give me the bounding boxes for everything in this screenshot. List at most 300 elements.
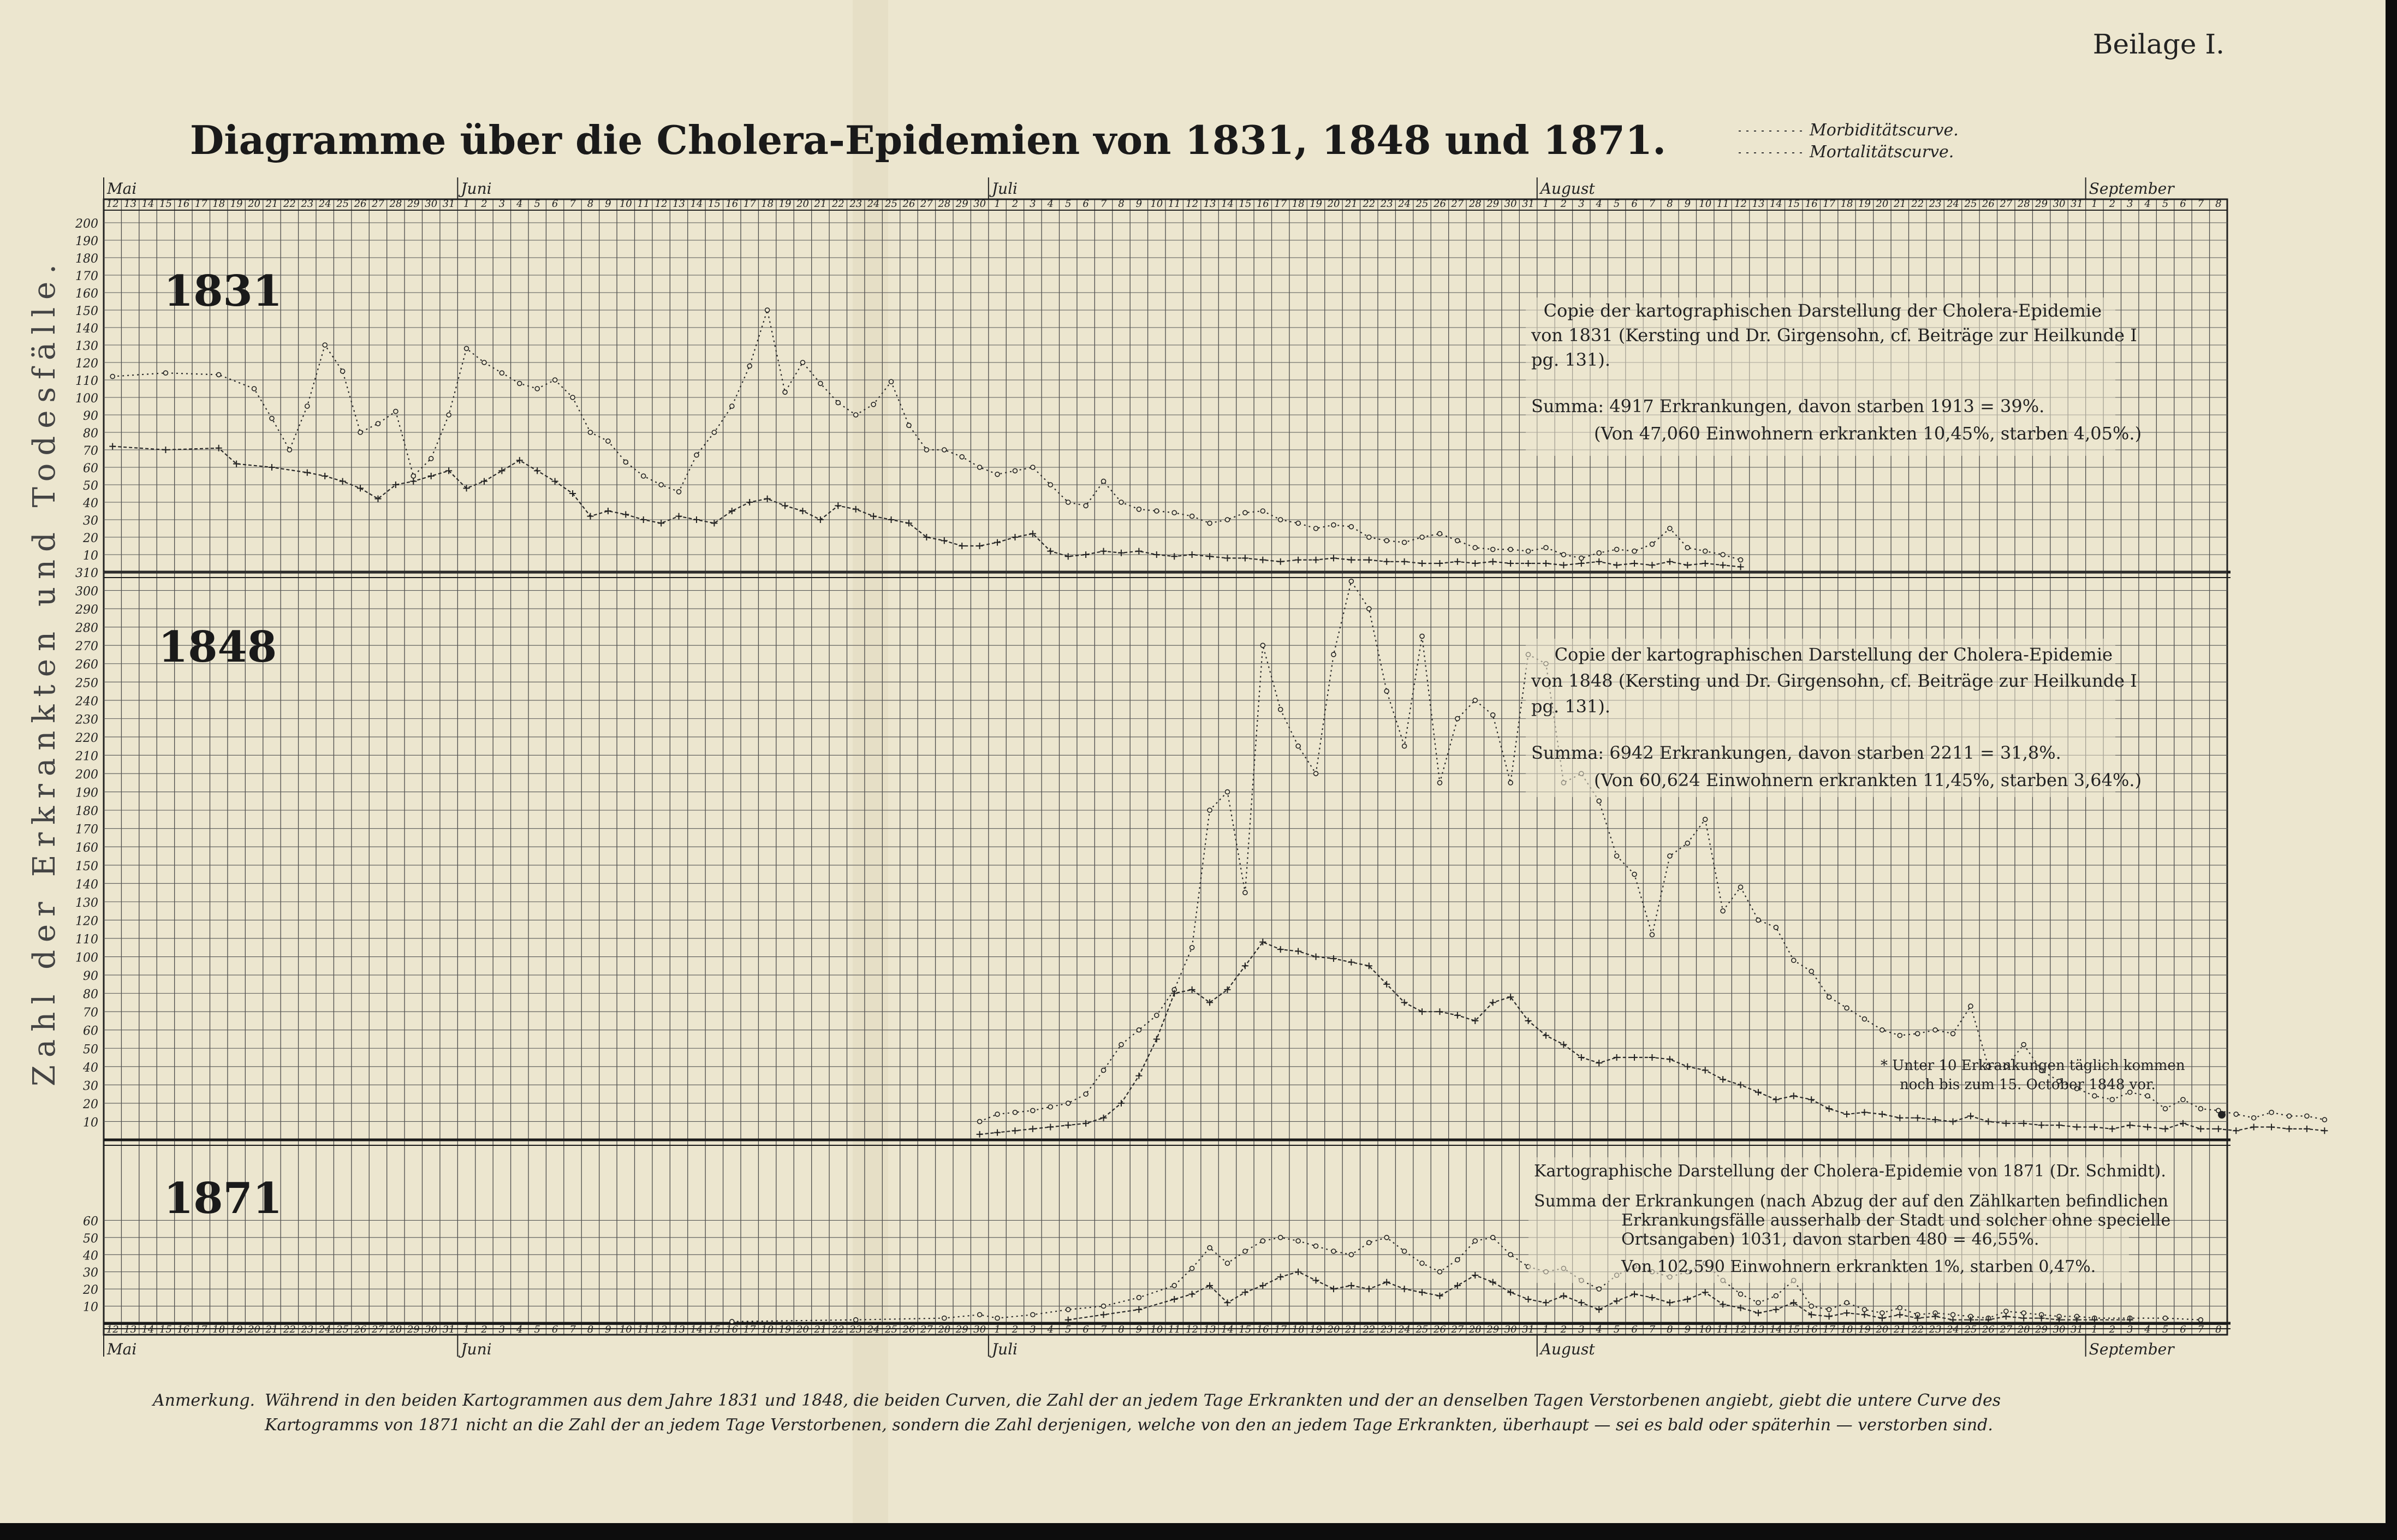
day-tick-bottom: 6 (551, 1324, 558, 1335)
morbidity-point-1848 (1898, 1033, 1902, 1038)
day-tick-top: 17 (1274, 198, 1287, 210)
morbidity-point-1871 (1031, 1312, 1035, 1317)
morbidity-point-1871 (978, 1312, 982, 1317)
day-tick-top: 27 (1451, 198, 1464, 210)
month-label-bottom-august: August (1540, 1340, 1595, 1358)
morbidity-point-1848 (1968, 1004, 1973, 1008)
morbidity-point-1848 (2287, 1114, 2291, 1118)
day-tick-top: 7 (2197, 198, 2204, 210)
day-tick-bottom: 22 (283, 1324, 296, 1335)
day-tick-bottom: 4 (1047, 1324, 1054, 1335)
y-tick-label-1848: 40 (83, 1061, 98, 1075)
day-tick-top: 28 (389, 198, 402, 210)
day-tick-bottom: 21 (814, 1324, 827, 1335)
morbidity-point-1848 (1668, 854, 1672, 858)
day-tick-bottom: 16 (725, 1324, 739, 1335)
morbidity-point-1831 (518, 381, 522, 385)
morbidity-point-1831 (1349, 525, 1353, 529)
day-tick-top: 29 (1486, 198, 1500, 210)
day-tick-bottom: 27 (372, 1324, 384, 1335)
day-tick-top: 2 (1560, 198, 1567, 210)
day-tick-bottom: 10 (619, 1324, 632, 1335)
morbidity-point-1848 (1278, 707, 1283, 712)
day-tick-top: 31 (1522, 198, 1534, 210)
morbidity-point-1831 (1119, 500, 1123, 504)
day-tick-bottom: 26 (354, 1324, 367, 1335)
day-tick-top: 6 (1082, 198, 1089, 210)
y-tick-label-1831: 150 (75, 305, 98, 318)
day-tick-top: 20 (796, 198, 809, 210)
day-tick-top: 17 (1823, 198, 1836, 210)
morbidity-point-1831 (1615, 547, 1619, 551)
morbidity-point-1848 (2092, 1093, 2097, 1098)
morbidity-point-1831 (535, 387, 539, 391)
y-tick-label-1848: 170 (75, 823, 98, 837)
morbidity-point-1848 (1792, 958, 1796, 962)
day-tick-bottom: 12 (1734, 1324, 1747, 1335)
day-tick-bottom: 21 (265, 1324, 278, 1335)
day-tick-bottom: 5 (2162, 1324, 2169, 1335)
note-1848-line4: Summa: 6942 Erkrankungen, davon starben 2211 = 31,8%. (1531, 742, 2061, 763)
morbidity-point-1848 (1473, 698, 1477, 703)
day-tick-top: 6 (551, 198, 558, 210)
day-tick-top: 16 (1256, 198, 1269, 210)
month-label-top-juni: Juni (461, 180, 492, 198)
day-tick-top: 12 (106, 198, 119, 210)
morbidity-point-1831 (1721, 552, 1725, 557)
y-tick-label-1831: 10 (83, 549, 98, 563)
day-tick-bottom: 14 (1221, 1324, 1234, 1335)
day-tick-top: 22 (1363, 198, 1376, 210)
day-tick-top: 20 (1327, 198, 1340, 210)
day-tick-top: 29 (955, 198, 968, 210)
morbidity-point-1848 (1225, 790, 1229, 794)
day-tick-top: 15 (1787, 198, 1800, 210)
morbidity-point-1848 (1190, 946, 1194, 950)
day-tick-top: 23 (1380, 198, 1393, 210)
note-1848-line1: Copie der kartographischen Darstellung der Cholera-Epidemie (1554, 644, 2113, 665)
morbidity-point-1831 (1137, 507, 1141, 512)
morbidity-point-1871 (1296, 1239, 1300, 1243)
morbidity-point-1871 (854, 1318, 858, 1322)
day-tick-top: 25 (885, 198, 897, 210)
day-tick-top: 26 (1434, 198, 1446, 210)
day-tick-bottom: 25 (1415, 1324, 1429, 1335)
morbidity-point-1871 (1880, 1311, 1884, 1315)
note-1871-line1: Kartographische Darstellung der Cholera-Epidemie von 1871 (Dr. Schmidt). (1534, 1162, 2166, 1181)
morbidity-point-1848 (1137, 1028, 1141, 1032)
morbidity-point-1831 (499, 371, 504, 375)
day-tick-bottom: 24 (1398, 1324, 1411, 1335)
day-tick-top: 1 (994, 198, 1001, 210)
day-tick-top: 27 (2000, 198, 2013, 210)
day-tick-bottom: 6 (2180, 1324, 2186, 1335)
morbidity-point-1831 (1296, 521, 1300, 525)
day-tick-top: 25 (1415, 198, 1429, 210)
morbidity-point-1848 (995, 1112, 1000, 1116)
day-tick-bottom: 30 (973, 1324, 986, 1335)
y-tick-label-1871: 50 (83, 1232, 98, 1246)
month-label-top-august: August (1540, 180, 1595, 198)
y-tick-label-1831: 40 (83, 497, 98, 510)
day-tick-top: 1 (1543, 198, 1549, 210)
day-tick-bottom: 20 (1327, 1324, 1340, 1335)
day-tick-top: 10 (1150, 198, 1163, 210)
day-tick-top: 30 (1504, 198, 1517, 210)
day-tick-top: 27 (920, 198, 933, 210)
day-tick-bottom: 3 (2126, 1324, 2133, 1335)
morbidity-point-1831 (588, 430, 592, 435)
day-tick-top: 21 (1893, 198, 1906, 210)
day-tick-bottom: 25 (885, 1324, 897, 1335)
day-tick-top: 4 (1596, 198, 1602, 210)
morbidity-point-1848 (1951, 1031, 1955, 1036)
day-tick-top: 12 (1186, 198, 1199, 210)
day-tick-bottom: 26 (1434, 1324, 1446, 1335)
morbidity-point-1871 (1473, 1239, 1477, 1243)
y-tick-label-1848: 300 (75, 585, 98, 599)
day-tick-bottom: 16 (177, 1324, 190, 1335)
y-tick-label-1831: 180 (75, 252, 98, 266)
day-tick-top: 26 (354, 198, 367, 210)
morbidity-point-1831 (1190, 514, 1194, 519)
morbidity-point-1871 (1951, 1312, 1955, 1317)
morbidity-point-1848 (1615, 854, 1619, 858)
day-tick-bottom: 19 (1858, 1324, 1871, 1335)
day-tick-bottom: 21 (1893, 1324, 1906, 1335)
note-1871-line3: Erkrankungsfälle ausserhalb der Stadt und solcher ohne specielle (1621, 1211, 2171, 1230)
morbidity-point-1871 (1898, 1306, 1902, 1310)
morbidity-point-1871 (1809, 1304, 1813, 1309)
y-tick-label-1848: 240 (75, 694, 98, 709)
day-tick-bottom: 29 (407, 1324, 420, 1335)
y-tick-label-1848: 270 (75, 640, 98, 654)
day-tick-top: 25 (1964, 198, 1977, 210)
morbidity-point-1831 (1031, 465, 1035, 469)
morbidity-point-1831 (1013, 468, 1017, 473)
day-tick-top: 4 (1047, 198, 1054, 210)
morbidity-point-1831 (305, 404, 310, 408)
note-1848-line2: von 1848 (Kersting und Dr. Girgensohn, cf. Beiträge zur Heilkunde I (1531, 670, 2137, 691)
y-tick-label-1831: 100 (75, 392, 98, 406)
morbidity-point-1831 (747, 364, 752, 368)
morbidity-point-1831 (1084, 503, 1088, 508)
morbidity-point-1848 (1384, 689, 1389, 693)
day-tick-bottom: 27 (920, 1324, 933, 1335)
day-tick-top: 30 (425, 198, 438, 210)
day-tick-top: 19 (1310, 198, 1322, 210)
note-1831 (1526, 298, 2142, 456)
month-label-bottom-juni: Juni (461, 1340, 492, 1358)
day-tick-bottom: 14 (690, 1324, 703, 1335)
day-tick-top: 25 (336, 198, 349, 210)
day-tick-bottom: 3 (1578, 1324, 1585, 1335)
morbidity-point-1831 (924, 448, 929, 452)
morbidity-point-1831 (1208, 521, 1212, 525)
day-tick-top: 26 (902, 198, 915, 210)
y-tick-label-1831: 120 (75, 357, 98, 371)
morbidity-point-1831 (1172, 510, 1176, 515)
day-tick-bottom: 15 (1787, 1324, 1800, 1335)
morbidity-point-1848 (1155, 1013, 1159, 1018)
morbidity-point-1848 (1119, 1043, 1123, 1047)
day-tick-top: 18 (212, 198, 225, 210)
day-tick-bottom: 22 (1911, 1324, 1924, 1335)
day-tick-bottom: 5 (534, 1324, 540, 1335)
day-tick-top: 9 (1135, 198, 1143, 210)
morbidity-point-1831 (641, 474, 646, 478)
morbidity-point-1848 (1933, 1028, 1937, 1032)
morbidity-point-1848 (1685, 841, 1690, 846)
day-tick-top: 21 (265, 198, 278, 210)
morbidity-point-1848 (1048, 1105, 1052, 1109)
morbidity-point-1871 (1420, 1261, 1424, 1265)
day-tick-top: 5 (534, 198, 540, 210)
month-label-top-juli: Juli (991, 180, 1018, 198)
morbidity-point-1831 (358, 430, 362, 435)
day-tick-bottom: 15 (707, 1324, 721, 1335)
y-tick-label-1831: 60 (83, 462, 98, 475)
morbidity-point-1831 (907, 423, 911, 427)
y-tick-label-1848: 220 (75, 731, 98, 745)
day-tick-top: 22 (1911, 198, 1924, 210)
day-tick-bottom: 8 (587, 1324, 594, 1335)
morbidity-point-1831 (1420, 535, 1424, 539)
day-tick-bottom: 27 (2000, 1324, 2013, 1335)
y-tick-label-1831: 50 (83, 479, 98, 493)
day-tick-bottom: 1 (463, 1324, 470, 1335)
day-tick-top: 24 (867, 198, 880, 210)
day-tick-top: 14 (1221, 198, 1234, 210)
morbidity-point-1871 (1102, 1304, 1106, 1309)
morbidity-point-1848 (2198, 1107, 2203, 1111)
day-tick-top: 18 (1840, 198, 1853, 210)
y-tick-label-1831: 20 (83, 532, 98, 545)
y-tick-label-1848: 190 (75, 786, 98, 800)
day-tick-bottom: 23 (849, 1324, 863, 1335)
morbidity-point-1831 (942, 448, 947, 452)
day-tick-bottom: 1 (2091, 1324, 2098, 1335)
morbidity-point-1871 (1756, 1300, 1760, 1305)
day-tick-bottom: 29 (955, 1324, 968, 1335)
day-tick-top: 6 (2180, 198, 2186, 210)
y-tick-label-1848: 70 (83, 1006, 98, 1020)
note-1831-line2: von 1831 (Kersting und Dr. Girgensohn, cf. Beiträge zur Heilkunde I (1531, 325, 2137, 346)
day-tick-top: 8 (2215, 198, 2222, 210)
day-tick-bottom: 22 (1363, 1324, 1376, 1335)
morbidity-point-1831 (1314, 526, 1318, 531)
morbidity-point-1871 (1314, 1244, 1318, 1248)
morbidity-point-1848 (1437, 781, 1442, 785)
day-tick-top: 28 (2017, 198, 2030, 210)
day-tick-top: 5 (1064, 198, 1072, 210)
day-tick-top: 13 (124, 198, 137, 210)
day-tick-bottom: 9 (605, 1324, 611, 1335)
morbidity-point-1831 (1650, 542, 1654, 546)
day-tick-bottom: 14 (141, 1324, 154, 1335)
panel-year-1871: 1871 (164, 1174, 283, 1223)
day-tick-top: 11 (1168, 198, 1181, 210)
morbidity-point-1831 (730, 404, 734, 408)
y-tick-label-1848: 30 (83, 1079, 98, 1093)
morbidity-point-1871 (730, 1319, 734, 1324)
morbidity-point-1831 (1561, 552, 1566, 557)
day-tick-bottom: 13 (673, 1324, 685, 1335)
day-tick-bottom: 20 (248, 1324, 260, 1335)
morbidity-point-1831 (323, 343, 327, 347)
y-tick-label-1871: 40 (83, 1249, 98, 1263)
day-tick-top: 1 (2091, 198, 2098, 210)
morbidity-point-1848 (1243, 890, 1247, 895)
morbidity-point-1831 (270, 416, 274, 420)
morbidity-point-1848 (2163, 1107, 2168, 1111)
y-tick-label-1848: 130 (75, 896, 98, 910)
day-tick-bottom: 18 (1292, 1324, 1305, 1335)
day-tick-top: 30 (2053, 198, 2066, 210)
morbidity-point-1831 (1331, 523, 1336, 527)
day-tick-top: 15 (707, 198, 721, 210)
day-tick-top: 3 (498, 198, 505, 210)
day-tick-top: 1 (463, 198, 470, 210)
morbidity-point-1831 (1102, 479, 1106, 484)
day-tick-bottom: 16 (1256, 1324, 1269, 1335)
morbidity-point-1848 (1774, 925, 1778, 930)
y-tick-label-1871: 30 (83, 1266, 98, 1280)
day-tick-bottom: 11 (1168, 1324, 1181, 1335)
day-tick-bottom: 3 (498, 1324, 505, 1335)
day-tick-top: 13 (673, 198, 685, 210)
day-tick-top: 13 (1203, 198, 1216, 210)
day-tick-top: 7 (1649, 198, 1656, 210)
morbidity-point-1848 (2110, 1097, 2114, 1102)
day-tick-bottom: 4 (516, 1324, 523, 1335)
day-tick-top: 8 (1667, 198, 1673, 210)
day-tick-bottom: 20 (1876, 1324, 1889, 1335)
day-tick-top: 8 (587, 198, 594, 210)
morbidity-point-1871 (1845, 1300, 1849, 1305)
day-tick-bottom: 7 (569, 1324, 576, 1335)
morbidity-point-1848 (1331, 652, 1336, 657)
morbidity-point-1848 (1632, 872, 1637, 877)
morbidity-point-1848 (2322, 1117, 2327, 1122)
day-tick-top: 11 (1716, 198, 1729, 210)
note-1848-line5: (Von 60,624 Einwohnern erkrankten 11,45%, starben 3,64%.) (1594, 770, 2142, 790)
y-tick-label-1831: 190 (75, 235, 98, 248)
morbidity-point-1831 (854, 413, 858, 417)
day-tick-top: 17 (743, 198, 756, 210)
day-tick-bottom: 15 (159, 1324, 172, 1335)
day-tick-top: 23 (1929, 198, 1942, 210)
y-tick-label-1848: 290 (75, 603, 98, 617)
footer-line1: Während in den beiden Kartogrammen aus dem Jahre 1831 und 1848, die beiden Curven, die Zahl der an jedem Tage Erkrankten und der an denselben Tagen Verstorbenen angiebt, giebt die untere Curve des (265, 1391, 2001, 1410)
morbidity-point-1871 (1349, 1252, 1353, 1257)
morbidity-point-1871 (2021, 1311, 2026, 1315)
day-tick-top: 28 (1468, 198, 1482, 210)
day-tick-top: 13 (1752, 198, 1765, 210)
morbidity-point-1831 (1402, 540, 1407, 545)
morbidity-point-1831 (978, 465, 982, 469)
morbidity-point-1848 (1031, 1108, 1035, 1113)
day-tick-top: 14 (141, 198, 154, 210)
y-tick-label-1871: 20 (83, 1283, 98, 1298)
morbidity-point-1831 (1597, 551, 1601, 555)
morbidity-point-1871 (1508, 1252, 1513, 1257)
day-tick-top: 26 (1982, 198, 1995, 210)
morbidity-point-1848 (1650, 932, 1654, 937)
y-tick-label-1848: 150 (75, 859, 98, 873)
note-1831-line3: pg. 131). (1531, 349, 1611, 370)
day-tick-bottom: 30 (425, 1324, 438, 1335)
day-tick-bottom: 8 (1118, 1324, 1125, 1335)
morbidity-point-1871 (1774, 1294, 1778, 1298)
morbidity-point-1831 (1632, 549, 1637, 554)
y-tick-label-1831: 80 (83, 427, 98, 441)
day-tick-top: 14 (1769, 198, 1782, 210)
day-tick-bottom: 16 (1805, 1324, 1818, 1335)
y-tick-label-1831: 170 (75, 270, 98, 283)
day-tick-top: 22 (831, 198, 844, 210)
month-label-top-september: September (2089, 180, 2174, 198)
day-tick-bottom: 28 (1468, 1324, 1482, 1335)
morbidity-point-1871 (1243, 1249, 1247, 1253)
morbidity-point-1848 (1367, 607, 1371, 611)
morbidity-point-1848 (1597, 799, 1601, 803)
y-tick-label-1848: 60 (83, 1024, 98, 1038)
morbidity-point-1831 (677, 490, 681, 494)
morbidity-point-1831 (1491, 547, 1495, 551)
day-tick-top: 30 (973, 198, 986, 210)
day-tick-bottom: 8 (1667, 1324, 1673, 1335)
day-tick-bottom: 1 (1543, 1324, 1549, 1335)
day-tick-bottom: 7 (1100, 1324, 1107, 1335)
morbidity-point-1871 (1172, 1283, 1176, 1288)
day-tick-bottom: 7 (1649, 1324, 1656, 1335)
day-tick-top: 2 (2109, 198, 2116, 210)
y-tick-label-1848: 110 (75, 932, 98, 947)
page-title: Diagramme über die Cholera-Epidemien von 1831, 1848 und 1871. (189, 117, 1667, 163)
morbidity-point-1848 (1102, 1068, 1106, 1073)
y-tick-label-1848: 50 (83, 1043, 98, 1057)
y-tick-label-1831: 200 (75, 217, 98, 231)
day-tick-bottom: 11 (637, 1324, 650, 1335)
morbidity-point-1831 (712, 430, 716, 435)
morbidity-point-1871 (1827, 1307, 1831, 1312)
day-tick-top: 20 (1876, 198, 1889, 210)
y-tick-label-1848: 10 (83, 1116, 98, 1130)
y-tick-label-1848: 180 (75, 805, 98, 819)
morbidity-point-1831 (553, 378, 557, 382)
day-tick-bottom: 13 (1752, 1324, 1765, 1335)
day-tick-top: 12 (1734, 198, 1747, 210)
day-tick-top: 19 (1858, 198, 1871, 210)
day-tick-bottom: 9 (1684, 1324, 1691, 1335)
morbidity-point-1831 (623, 460, 628, 464)
day-tick-top: 8 (1118, 198, 1125, 210)
day-tick-bottom: 13 (124, 1324, 137, 1335)
morbidity-point-1831 (1155, 509, 1159, 513)
morbidity-point-1848 (1260, 643, 1265, 647)
morbidity-point-1848 (1066, 1101, 1070, 1105)
y-tick-label-1848: 250 (75, 676, 98, 691)
note-1871 (1528, 1157, 2170, 1283)
day-tick-bottom: 31 (1522, 1324, 1534, 1335)
day-tick-bottom: 2 (2109, 1324, 2116, 1335)
day-tick-top: 4 (2144, 198, 2151, 210)
day-tick-top: 22 (283, 198, 296, 210)
day-tick-top: 23 (301, 198, 314, 210)
morbidity-point-1848 (1880, 1028, 1884, 1032)
y-tick-label-1848: 230 (75, 713, 98, 727)
